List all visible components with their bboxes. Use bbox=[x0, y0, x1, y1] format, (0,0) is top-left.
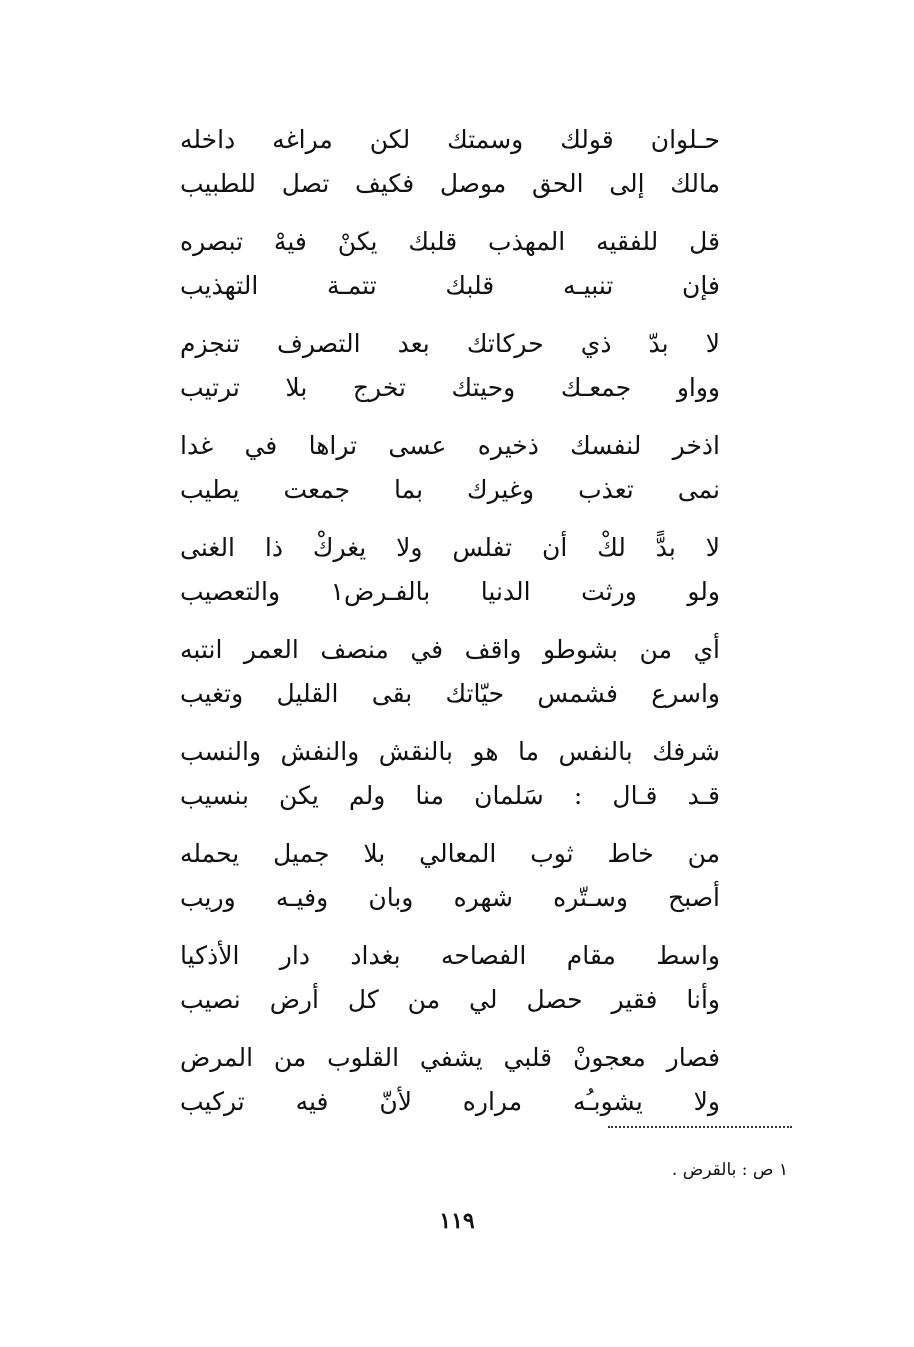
verse-line: ولا يشوبـُه مراره لأنّ فيه تركيب bbox=[180, 1087, 720, 1116]
verse-line: وواو جمعـك وحيتك تخرج بلا ترتيب bbox=[180, 373, 720, 402]
stanza-6 bbox=[180, 628, 720, 716]
verse-line: وأنا فقير حصل لي من كل أرض نصيب bbox=[180, 985, 720, 1014]
verse-line: اذخر لنفسك ذخيره عسى تراها في غدا bbox=[180, 431, 720, 460]
stanza-3 bbox=[180, 322, 720, 410]
verse-line: ولو ورثت الدنيا بالفـرض١ والتعصيب bbox=[180, 577, 720, 606]
verse-line: أصبح وسـتّره شهره وبان وفيـه وريب bbox=[180, 883, 720, 912]
verse-line: مالك إلى الحق موصل فكيف تصل للطبيب bbox=[180, 169, 720, 198]
poem-body bbox=[180, 118, 720, 1138]
verse-line: واسرع فشمس حيّاتك بقى القليل وتغيب bbox=[180, 679, 720, 708]
stanza-5 bbox=[180, 526, 720, 614]
verse-line: واسط مقام الفصاحه بغداد دار الأذكيا bbox=[180, 941, 720, 970]
verse-line: أي من بشوطو واقف في منصف العمر انتبه bbox=[180, 635, 720, 664]
verse-line: لا بدًّ لكْ أن تفلس ولا يغركْ ذا الغنى bbox=[180, 533, 720, 562]
footnote: ١ ص : بالقرض . bbox=[671, 1160, 788, 1180]
stanza-9 bbox=[180, 934, 720, 1022]
page-number: ١١٩ bbox=[439, 1208, 475, 1234]
footnote-divider bbox=[608, 1126, 792, 1128]
stanza-2 bbox=[180, 220, 720, 308]
verse-line: حـلوان قولك وسمتك لكن مراغه داخله bbox=[180, 125, 720, 154]
stanza-7 bbox=[180, 730, 720, 818]
stanza-8 bbox=[180, 832, 720, 920]
stanza-4 bbox=[180, 424, 720, 512]
verse-line: قل للفقيه المهذب قلبك يكنْ فيهْ تبصره bbox=[180, 227, 720, 256]
verse-line: قـد قـال : سَلمان منا ولم يكن بنسيب bbox=[180, 781, 720, 810]
stanza-1 bbox=[180, 118, 720, 206]
verse-line: فإن تنبيـه قلبك تتمـة التهذيب bbox=[180, 271, 720, 300]
verse-line: نمى تعذب وغيرك بما جمعت يطيب bbox=[180, 475, 720, 504]
verse-line: من خاط ثوب المعالي بلا جميل يحمله bbox=[180, 839, 720, 868]
stanza-10 bbox=[180, 1036, 720, 1124]
verse-line: شرفك بالنفس ما هو بالنقش والنفش والنسب bbox=[180, 737, 720, 766]
verse-line: لا بدّ ذي حركاتك بعد التصرف تنجزم bbox=[180, 329, 720, 358]
verse-line: فصار معجونْ قلبي يشفي القلوب من المرض bbox=[180, 1043, 720, 1072]
